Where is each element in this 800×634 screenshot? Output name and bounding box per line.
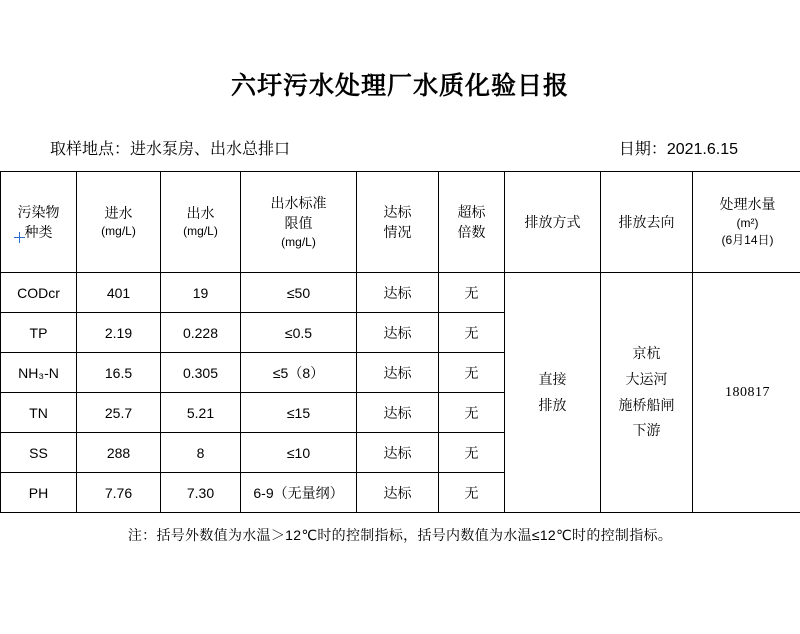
header-line: 达标 — [358, 202, 437, 222]
header-line-unit: (mg/L) — [78, 223, 159, 240]
table-footnote: 注：括号外数值为水温＞12℃时的控制指标，括号内数值为水温≤12℃时的控制指标。 — [0, 525, 800, 545]
cell-compliance: 达标 — [357, 473, 439, 513]
cell-exceed-factor: 无 — [439, 273, 505, 313]
cell-treated-volume: 180817 — [693, 273, 800, 513]
header-line: 种类 — [2, 222, 75, 242]
discharge-mode-line: 排放 — [506, 393, 599, 419]
discharge-destination-line: 京杭 — [602, 341, 691, 367]
column-header-treated-volume — [693, 172, 800, 273]
document-page — [0, 66, 800, 634]
header-line: 进水 — [78, 203, 159, 223]
page-title: 六圩污水处理厂水质化验日报 — [0, 66, 800, 102]
cell-effluent: 5.21 — [161, 393, 241, 433]
header-line: 出水 — [162, 203, 239, 223]
cell-exceed-factor: 无 — [439, 313, 505, 353]
document-meta — [50, 136, 738, 159]
water-quality-table — [0, 171, 800, 513]
cell-compliance: 达标 — [357, 393, 439, 433]
cell-pollutant: TP — [1, 313, 77, 353]
column-header-compliance — [357, 172, 439, 273]
header-line-date: (6月14日) — [694, 232, 800, 249]
discharge-destination-line: 下游 — [602, 418, 691, 444]
cell-compliance: 达标 — [357, 313, 439, 353]
cell-pollutant: TN — [1, 393, 77, 433]
discharge-mode-line: 直接 — [506, 367, 599, 393]
cell-compliance: 达标 — [357, 433, 439, 473]
cell-exceed-factor: 无 — [439, 433, 505, 473]
header-line: 限值 — [242, 213, 355, 233]
cell-effluent: 8 — [161, 433, 241, 473]
cell-pollutant: SS — [1, 433, 77, 473]
cell-influent: 7.76 — [77, 473, 161, 513]
cell-standard: ≤5（8） — [241, 353, 357, 393]
column-header-discharge-mode — [505, 172, 601, 273]
cell-standard: ≤0.5 — [241, 313, 357, 353]
column-header-standard-limit — [241, 172, 357, 273]
header-line: 处理水量 — [694, 194, 800, 214]
sampling-location-label: 取样地点：进水泵房、出水总排口 — [50, 136, 290, 159]
cell-influent: 25.7 — [77, 393, 161, 433]
header-line-unit: (m²) — [694, 215, 800, 232]
cell-exceed-factor: 无 — [439, 353, 505, 393]
header-line: 污染物 — [2, 202, 75, 222]
discharge-destination-line: 施桥船闸 — [602, 393, 691, 419]
cell-standard: 6-9（无量纲） — [241, 473, 357, 513]
cell-discharge-destination — [601, 273, 693, 513]
cell-influent: 401 — [77, 273, 161, 313]
cell-pollutant: PH — [1, 473, 77, 513]
crop-marker-icon — [14, 232, 25, 243]
header-line: 排放去向 — [602, 212, 691, 232]
report-date-label: 日期：2021.6.15 — [619, 136, 738, 159]
cell-influent: 288 — [77, 433, 161, 473]
header-line-unit: (mg/L) — [242, 234, 355, 251]
cell-standard: ≤10 — [241, 433, 357, 473]
cell-pollutant: CODcr — [1, 273, 77, 313]
column-header-exceed-factor — [439, 172, 505, 273]
header-line: 倍数 — [440, 222, 503, 242]
table-row — [1, 273, 800, 313]
column-header-pollutant — [1, 172, 77, 273]
header-line: 情况 — [358, 222, 437, 242]
cell-effluent: 0.305 — [161, 353, 241, 393]
column-header-effluent — [161, 172, 241, 273]
header-line: 出水标准 — [242, 193, 355, 213]
cell-effluent: 7.30 — [161, 473, 241, 513]
cell-compliance: 达标 — [357, 273, 439, 313]
cell-compliance: 达标 — [357, 353, 439, 393]
cell-influent: 2.19 — [77, 313, 161, 353]
cell-standard: ≤15 — [241, 393, 357, 433]
cell-standard: ≤50 — [241, 273, 357, 313]
cell-effluent: 19 — [161, 273, 241, 313]
table-header-row — [1, 172, 800, 273]
header-line-unit: (mg/L) — [162, 223, 239, 240]
header-line: 排放方式 — [506, 212, 599, 232]
cell-exceed-factor: 无 — [439, 473, 505, 513]
cell-exceed-factor: 无 — [439, 393, 505, 433]
discharge-destination-line: 大运河 — [602, 367, 691, 393]
header-line: 超标 — [440, 202, 503, 222]
cell-effluent: 0.228 — [161, 313, 241, 353]
cell-pollutant: NH₃-N — [1, 353, 77, 393]
column-header-discharge-destination — [601, 172, 693, 273]
cell-discharge-mode — [505, 273, 601, 513]
cell-influent: 16.5 — [77, 353, 161, 393]
column-header-influent — [77, 172, 161, 273]
